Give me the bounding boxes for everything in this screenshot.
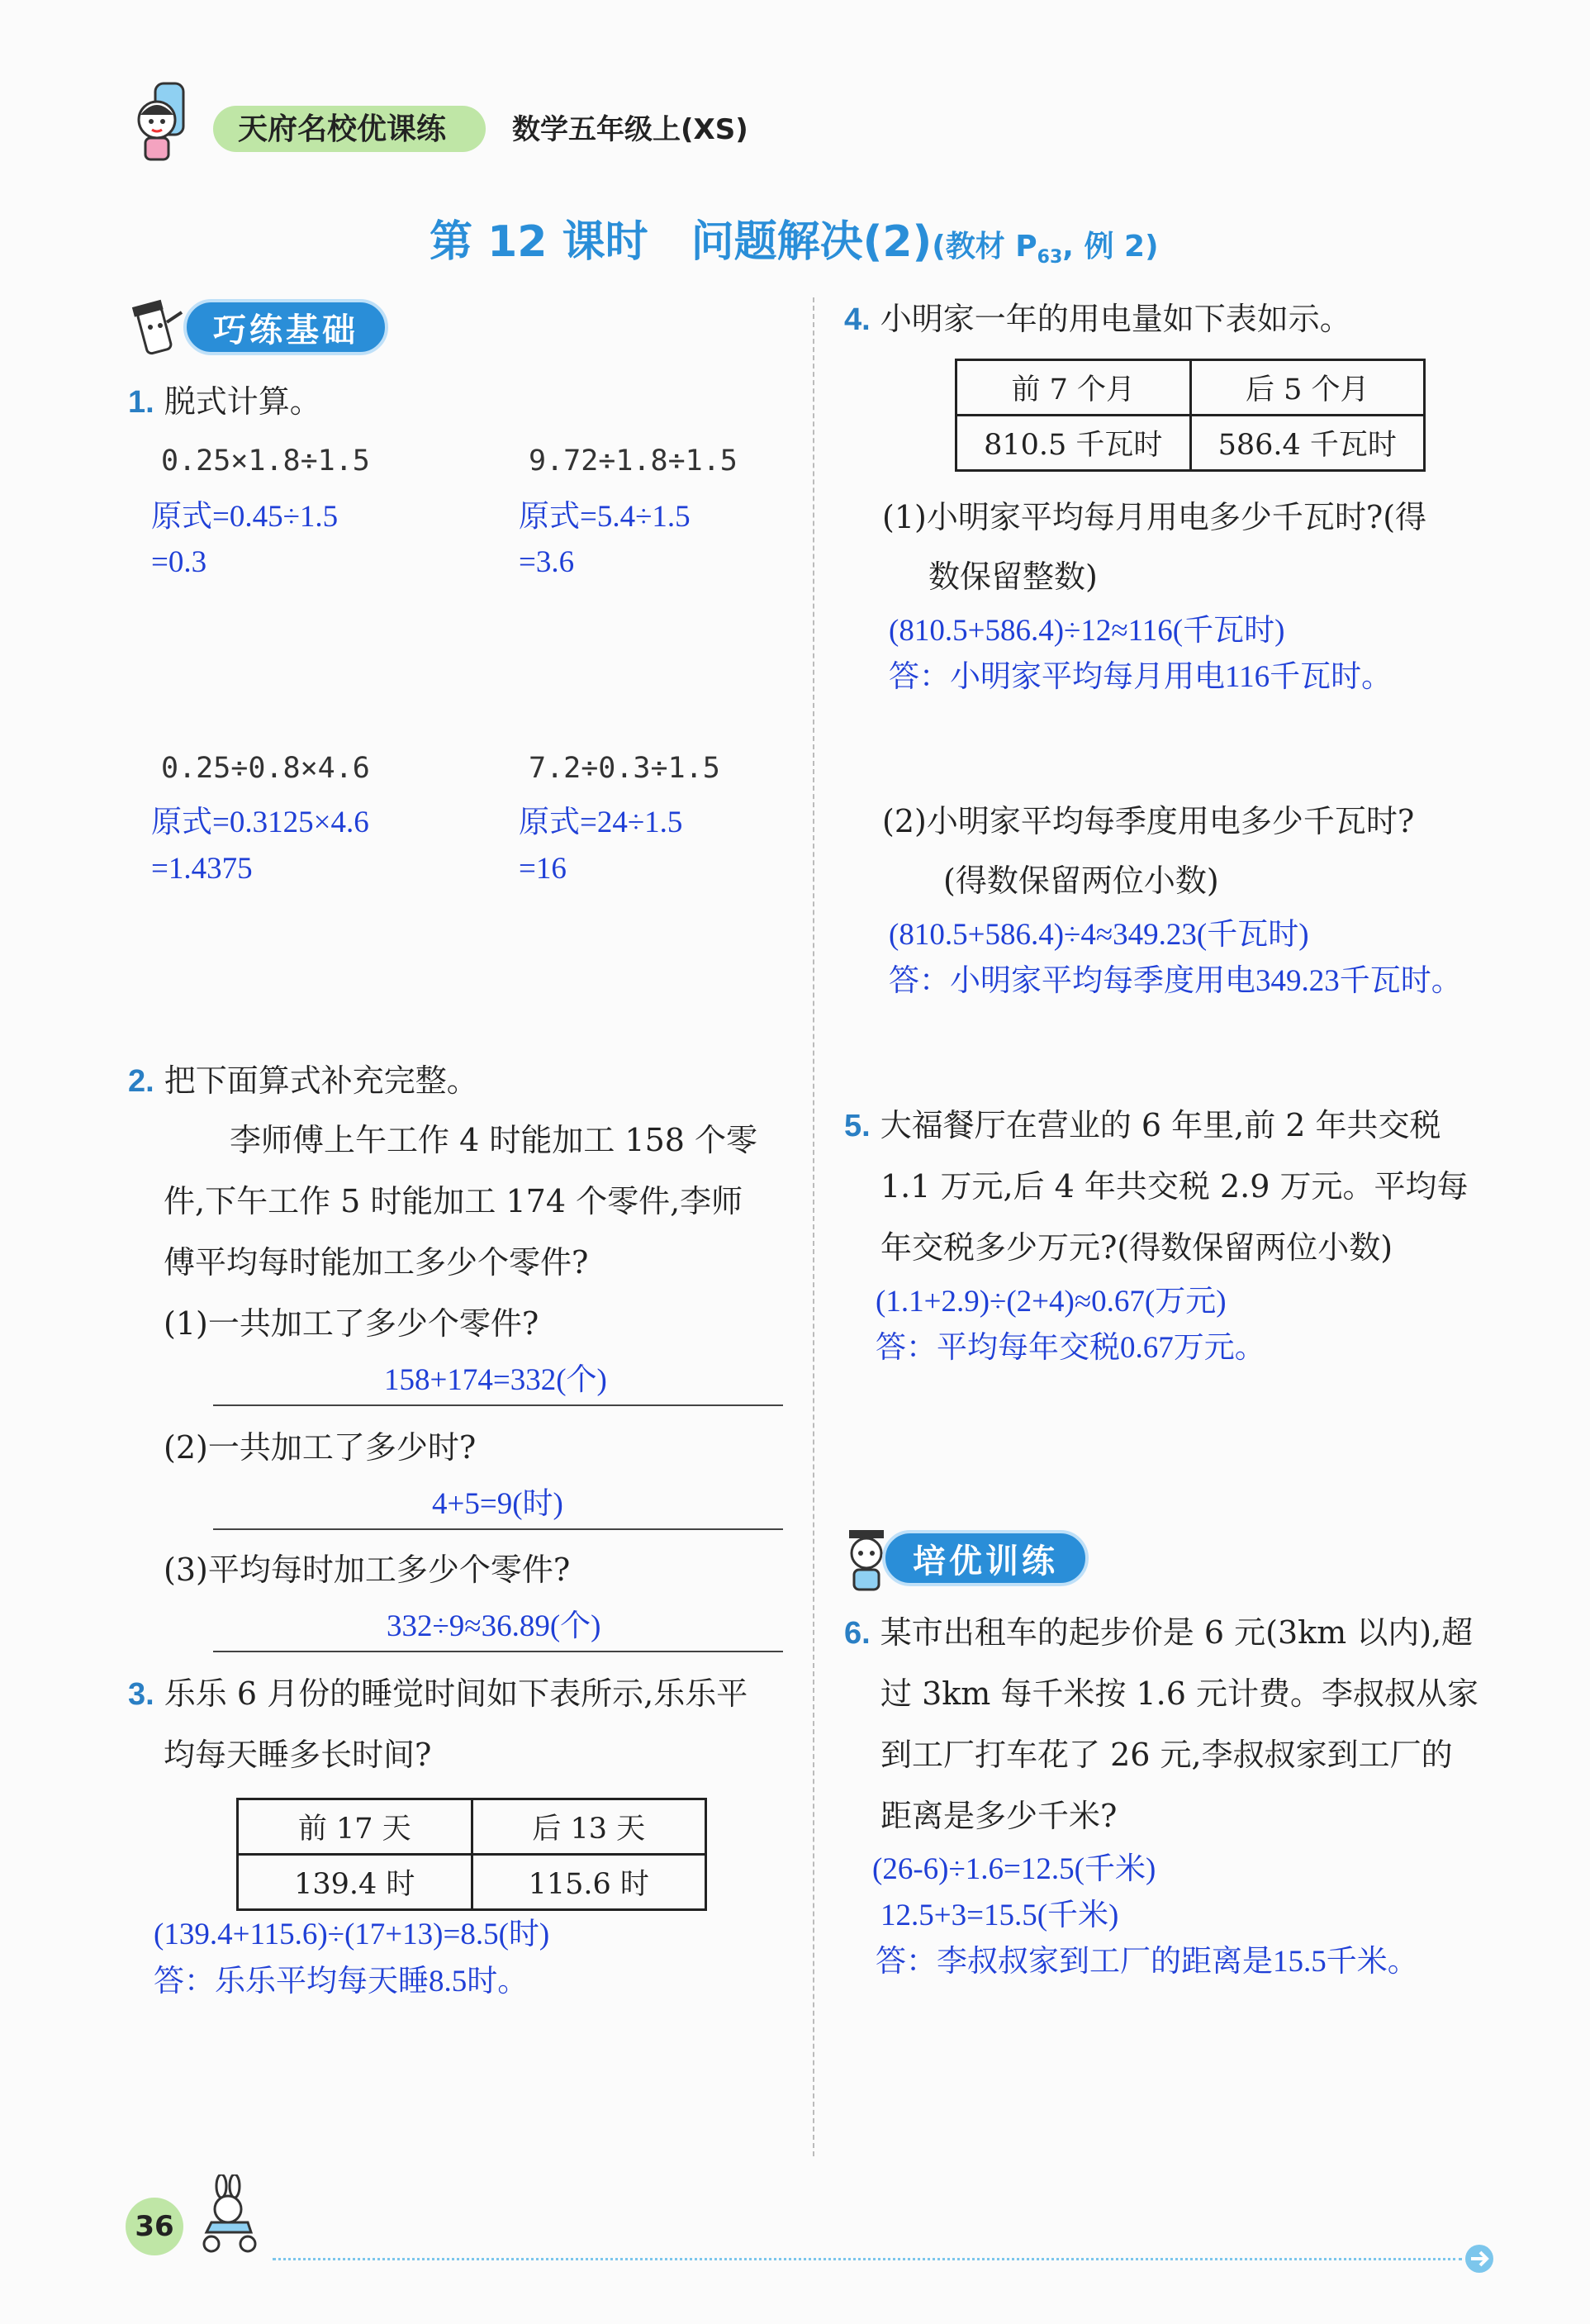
- q1-answer-2-line1: 原式=5.4÷1.5: [519, 500, 691, 534]
- q4-text: 小明家一年的用电量如下表如示。: [880, 301, 1351, 337]
- q5-answer-expr: (1.1+2.9)÷(2+4)≈0.67(万元): [876, 1285, 1227, 1319]
- q6-body-line4: 距离是多少千米?: [880, 1798, 1118, 1834]
- q3-table-header-2: 后 13 天: [472, 1799, 706, 1855]
- q2-sub1-question: (1)一共加工了多少个零件?: [164, 1305, 539, 1342]
- q4-sub1-line1: (1)小明家平均每月用电多少千瓦时?(得: [882, 499, 1427, 535]
- q2-prompt: [128, 1051, 478, 1111]
- q2-sub2-answer: 4+5=9(时): [432, 1487, 563, 1521]
- q1-answer-3-line2: =1.4375: [151, 852, 253, 886]
- page-number: 36: [135, 2210, 174, 2243]
- q4-table-header-2: 后 5 个月: [1190, 360, 1425, 416]
- q1-answer-4-line1: 原式=24÷1.5: [519, 806, 683, 839]
- textbook-ref-page: 63: [1037, 247, 1063, 269]
- textbook-ref-prefix: (教材 P: [932, 230, 1037, 264]
- q6-answer-line3: 答：李叔叔家到工厂的距离是15.5千米。: [876, 1945, 1418, 1979]
- q2-body-line1: 李师傅上午工作 4 时能加工 158 个零: [230, 1122, 758, 1158]
- q4-sub1-answer-expr: (810.5+586.4)÷12≈116(千瓦时): [889, 614, 1285, 648]
- q5-body-line3: 年交税多少万元?(得数保留两位小数): [880, 1229, 1393, 1266]
- q4-sub2-answer-text: 答：小明家平均每季度用电349.23千瓦时。: [889, 964, 1462, 998]
- q3-body-line2: 均每天睡多长时间?: [164, 1737, 432, 1773]
- textbook-ref: [932, 230, 1159, 269]
- q1-expr-1: 0.25×1.8÷1.5: [161, 444, 370, 478]
- q6-body-line1: [844, 1603, 1473, 1663]
- q2-text: 把下面算式补充完整。: [164, 1062, 478, 1099]
- q4-sub2-line2: (得数保留两位小数): [943, 863, 1219, 899]
- q1-answer-1-line1: 原式=0.45÷1.5: [151, 500, 339, 534]
- q4-sub2-line1: (2)小明家平均每季度用电多少千瓦时?: [882, 803, 1415, 839]
- section-basic-badge: 巧练基础: [183, 299, 388, 355]
- q2-body-line3: 傅平均每时能加工多少个零件?: [164, 1244, 589, 1281]
- q3-table-value-1: 139.4 时: [238, 1855, 472, 1910]
- q5-number: 5.: [844, 1109, 871, 1143]
- q3-answer-text: 答：乐乐平均每天睡8.5时。: [154, 1965, 529, 1998]
- q3-body-line1: [128, 1664, 748, 1724]
- q2-sub3-question: (3)平均每时加工多少个零件?: [164, 1552, 571, 1588]
- q1-number: 1.: [128, 385, 154, 420]
- q3-table-value-2: 115.6 时: [472, 1855, 706, 1910]
- q1-expr-2: 9.72÷1.8÷1.5: [529, 444, 738, 478]
- textbook-ref-suffix: , 例 2): [1062, 230, 1159, 264]
- column-divider: [813, 297, 814, 2156]
- q6-answer-line1: (26-6)÷1.6=12.5(千米): [872, 1852, 1156, 1886]
- q6-body-line2: 过 3km 每千米按 1.6 元计费。李叔叔从家: [880, 1675, 1478, 1712]
- q6-body-line3: 到工厂打车花了 26 元,李叔叔家到工厂的: [880, 1737, 1453, 1773]
- q1-answer-1-line2: =0.3: [151, 545, 207, 579]
- q4-number: 4.: [844, 302, 871, 337]
- q1-answer-3-line1: 原式=0.3125×4.6: [151, 806, 369, 839]
- q4-table-header-1: 前 7 个月: [956, 360, 1191, 416]
- q6-text-line1: 某市出租车的起步价是 6 元(3km 以内),超: [880, 1614, 1474, 1651]
- book-title: 数学五年级上(XS): [512, 113, 748, 146]
- q4-table-value-2: 586.4 千瓦时: [1190, 416, 1425, 471]
- q5-body-line1: [844, 1095, 1441, 1156]
- q2-sub3-answer-line: [213, 1651, 783, 1652]
- next-arrow-icon: [1464, 2243, 1495, 2274]
- q1-answer-4-line2: =16: [519, 852, 567, 886]
- q1-answer-2-line2: =3.6: [519, 545, 575, 579]
- mascot-girl-icon: [124, 78, 202, 169]
- q1-text: 脱式计算。: [164, 383, 321, 420]
- series-name: 天府名校优课练: [238, 112, 447, 146]
- footer-dotted-line: [273, 2258, 1462, 2260]
- q4-sub2-answer-expr: (810.5+586.4)÷4≈349.23(千瓦时): [889, 918, 1309, 952]
- lesson-title-block: [430, 207, 1159, 269]
- q4-electricity-table: [955, 359, 1426, 472]
- section-advanced-badge: 培优训练: [882, 1530, 1089, 1586]
- q4-prompt: [844, 289, 1351, 349]
- q1-prompt: [128, 372, 321, 432]
- q4-sub1-answer-text: 答：小明家平均每月用电116千瓦时。: [889, 660, 1393, 694]
- q6-number: 6.: [844, 1616, 871, 1651]
- q2-sub3-answer: 332÷9≈36.89(个): [387, 1609, 601, 1643]
- q2-body-line2: 件,下午工作 5 时能加工 174 个零件,李师: [164, 1183, 743, 1219]
- q1-expr-4: 7.2÷0.3÷1.5: [529, 752, 720, 785]
- q2-number: 2.: [128, 1064, 154, 1099]
- pencil-mascot-icon: [124, 297, 186, 359]
- q4-table-value-1: 810.5 千瓦时: [956, 416, 1191, 471]
- q2-sub1-answer-line: [213, 1404, 783, 1406]
- q5-body-line2: 1.1 万元,后 4 年共交税 2.9 万元。平均每: [880, 1168, 1469, 1205]
- q5-text-line1: 大福餐厅在营业的 6 年里,前 2 年共交税: [880, 1107, 1441, 1143]
- q3-sleep-table: [236, 1798, 707, 1911]
- rabbit-scooter-icon: [192, 2174, 268, 2257]
- q3-answer-expr: (139.4+115.6)÷(17+13)=8.5(时): [154, 1918, 550, 1951]
- q2-sub1-answer: 158+174=332(个): [384, 1363, 607, 1397]
- lesson-title: 第 12 课时 问题解决(2): [430, 217, 933, 267]
- q1-expr-3: 0.25÷0.8×4.6: [161, 752, 370, 785]
- q5-answer-text: 答：平均每年交税0.67万元。: [876, 1331, 1265, 1365]
- q3-text-line1: 乐乐 6 月份的睡觉时间如下表所示,乐乐平: [164, 1675, 748, 1712]
- q2-sub2-question: (2)一共加工了多少时?: [164, 1429, 477, 1466]
- q3-number: 3.: [128, 1677, 154, 1712]
- q2-sub2-answer-line: [213, 1528, 783, 1530]
- q3-table-header-1: 前 17 天: [238, 1799, 472, 1855]
- q4-sub1-line2: 数保留整数): [928, 558, 1098, 595]
- q6-answer-line2: 12.5+3=15.5(千米): [880, 1899, 1119, 1932]
